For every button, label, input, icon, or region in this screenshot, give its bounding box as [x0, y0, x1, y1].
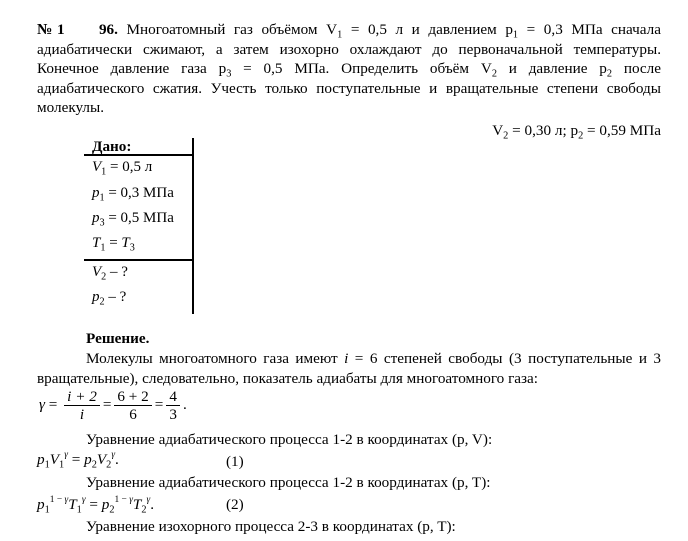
solution-paragraph: [37, 349, 661, 389]
unknown-mark: – ?: [104, 289, 127, 305]
symbol: γ: [39, 395, 45, 413]
problem-text: Многоатомный газ объёмом V: [117, 21, 338, 38]
subscript: 1: [100, 242, 106, 254]
symbol: V: [92, 264, 102, 280]
fraction: [64, 388, 100, 423]
equals: =: [102, 395, 112, 413]
paragraph-text: Уравнение адиабатического процесса 1-2 в координатах (p, V):: [86, 431, 493, 448]
subscript: 2: [503, 130, 509, 142]
numerator: [64, 388, 100, 406]
paragraph-text: = 6 степеней свободы (3 поступательные и 3 вращательные), следовательно, показатель адиабаты для многоатомного газа:: [37, 350, 661, 387]
given-row: [92, 159, 152, 176]
given-row: [92, 185, 174, 202]
solution-paragraph: [37, 517, 661, 537]
subscript: 1: [99, 192, 105, 204]
subscript: 1: [337, 29, 343, 41]
unknown-mark: – ?: [106, 264, 128, 280]
symbol: p: [92, 210, 100, 226]
answer-v-label: V: [492, 122, 504, 139]
problem-number: №1: [37, 21, 65, 38]
numerator: 6 + 2: [114, 388, 151, 406]
symbol: V: [92, 159, 102, 175]
symbol: T: [92, 235, 101, 251]
subscript: 2: [606, 68, 613, 80]
subscript: 2: [101, 271, 107, 283]
fraction: [114, 388, 151, 423]
problem-text: = 0,5 л и давлением p: [342, 21, 513, 38]
given-row: [92, 210, 174, 227]
numerator-text: i + 2: [67, 388, 97, 405]
subscript: 1: [101, 166, 107, 178]
solution-paragraph: [37, 430, 661, 450]
problem-text: после адиабатического сжатия. Учесть только поступательные и вращательные степени свободы молекулы.: [37, 60, 661, 117]
equation-1: $p_1V_1^\gamma = p_2V_2^\gamma$.: [37, 449, 119, 471]
given-value: = 0,5 МПа: [104, 210, 174, 226]
problem-text: = 0,3 МПа сначала адиабатически сжимают, а затем изохорно охлаждают до первоначальной температуры. Конечное давление газа p: [37, 21, 661, 78]
answer: [492, 121, 661, 141]
unknown-row: [92, 264, 128, 281]
given-vertical-divider: [192, 138, 194, 314]
period: .: [182, 395, 187, 413]
subscript: 3: [99, 217, 105, 229]
problem-text: = 0,5 МПа. Определить объём V: [231, 60, 492, 78]
answer-values: = 0,59 МПа: [583, 122, 661, 139]
solution-paragraph: [37, 473, 661, 493]
solution-heading: Решение.: [86, 330, 150, 347]
paragraph-text: Молекулы многоатомного газа имеют: [86, 350, 345, 367]
subscript: 2: [99, 296, 105, 308]
subscript: 3: [129, 242, 135, 254]
symbol: p: [92, 185, 100, 201]
equals: =: [105, 235, 122, 251]
given-row: [92, 235, 135, 252]
subscript: 1: [512, 29, 519, 41]
gamma-formula: [39, 388, 187, 428]
subscript: 2: [578, 130, 584, 142]
given-value: = 0,5 л: [106, 159, 153, 175]
task-number: 96.: [98, 21, 118, 38]
symbol: T: [121, 235, 130, 251]
equation-2-number: (2): [226, 496, 244, 513]
unknown-row: [92, 289, 126, 306]
given-table: [84, 138, 194, 314]
given-unknowns-divider: [84, 259, 194, 261]
denominator: [64, 406, 100, 423]
problem-text: и давление p: [496, 60, 607, 78]
equation-1-number: (1): [226, 453, 244, 470]
period: .: [115, 451, 119, 468]
denominator-text: i: [79, 406, 85, 423]
problem-statement: [37, 20, 661, 118]
denominator: 3: [169, 406, 177, 423]
symbol: i: [344, 350, 349, 367]
paragraph-text: Уравнение адиабатического процесса 1-2 в координатах (p, T):: [86, 474, 491, 491]
numerator: 4: [166, 388, 180, 406]
equals: =: [154, 395, 164, 413]
denominator: 6: [129, 406, 137, 423]
equals: =: [45, 395, 62, 413]
period: .: [150, 496, 155, 513]
answer-values: = 0,30 л; p: [508, 122, 579, 139]
fraction: [166, 388, 180, 423]
given-title: Дано:: [92, 138, 132, 155]
given-value: = 0,3 МПа: [104, 185, 174, 201]
paragraph-text: Уравнение изохорного процесса 2-3 в координатах (p, T):: [86, 518, 456, 535]
symbol: p: [92, 289, 100, 305]
subscript: 3: [226, 68, 232, 80]
subscript: 2: [491, 68, 497, 80]
equation-2: $p_1^{1 - \gamma}T_1^\gamma = p_2^{1 - \gamma}T_2^\gamma$.: [37, 494, 155, 516]
